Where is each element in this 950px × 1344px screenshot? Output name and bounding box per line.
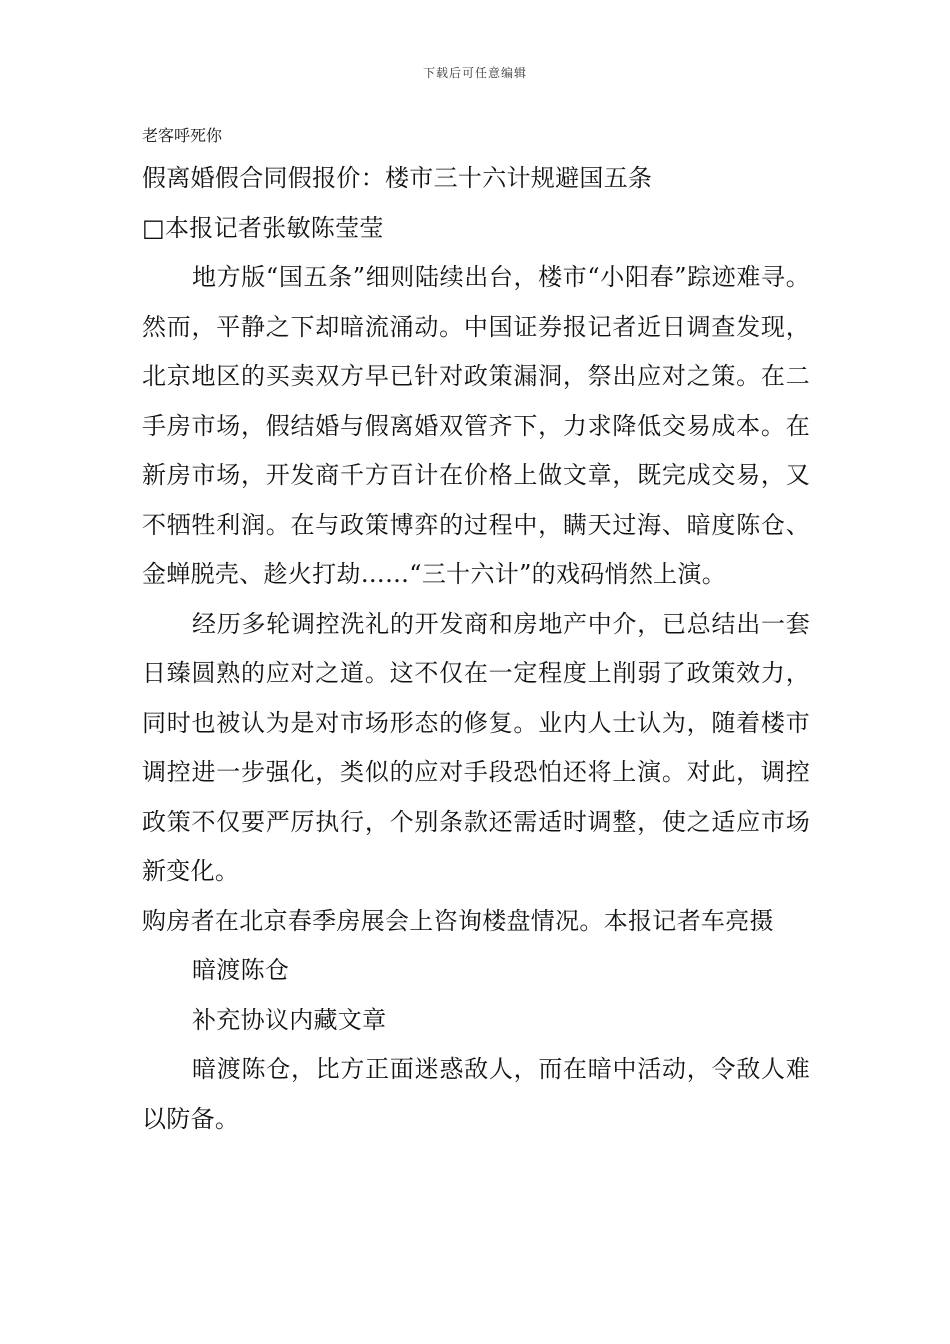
document-body — [142, 122, 810, 1144]
paragraph-2: 经历多轮调控洗礼的开发商和房地产中介，已总结出一套日臻圆熟的应对之道。这不仅在一定程度上削弱了政策效力，同时也被认为是对市场形态的修复。业内人士认为，随着楼市调控进一步强化，类似的应对手段恐怕还将上演。对此，调控政策不仅要严厉执行，个别条款还需适时调整，使之适应市场新变化。 — [142, 609, 810, 885]
header-note: 下载后可任意编辑 — [422, 66, 527, 80]
byline: □本报记者张敏陈莹莹 — [142, 213, 384, 242]
section-subheading: 补充协议内藏文章 — [192, 1005, 387, 1034]
section-heading: 暗渡陈仓 — [192, 956, 290, 984]
article-title: 假离婚假合同假报价：楼市三十六计规避国五条 — [142, 164, 653, 192]
section-paragraph: 暗渡陈仓，比方正面迷惑敌人，而在暗中活动，令敌人难以防备。 — [142, 1055, 810, 1133]
photo-caption: 购房者在北京春季房展会上咨询楼盘情况。本报记者车亮摄 — [142, 906, 774, 935]
kicker-line: 老客呼死你 — [142, 126, 223, 145]
paragraph-1: 地方版“国五条”细则陆续出台，楼市“小阳春”踪迹难寻。然而，平静之下却暗流涌动。中国证券报记者近日调查发现，北京地区的买卖双方早已针对政策漏洞，祭出应对之策。在二手房市场，假结婚与假离婚双管齐下，力求降低交易成本。在新房市场，开发商千方百计在价格上做文章，既完成交易，又不牺牲利润。在与政策博弈的过程中，瞒天过海、暗度陈仓、金蝉脱壳、趁火打劫……“三十六计”的戏码悄然上演。 — [142, 263, 810, 588]
